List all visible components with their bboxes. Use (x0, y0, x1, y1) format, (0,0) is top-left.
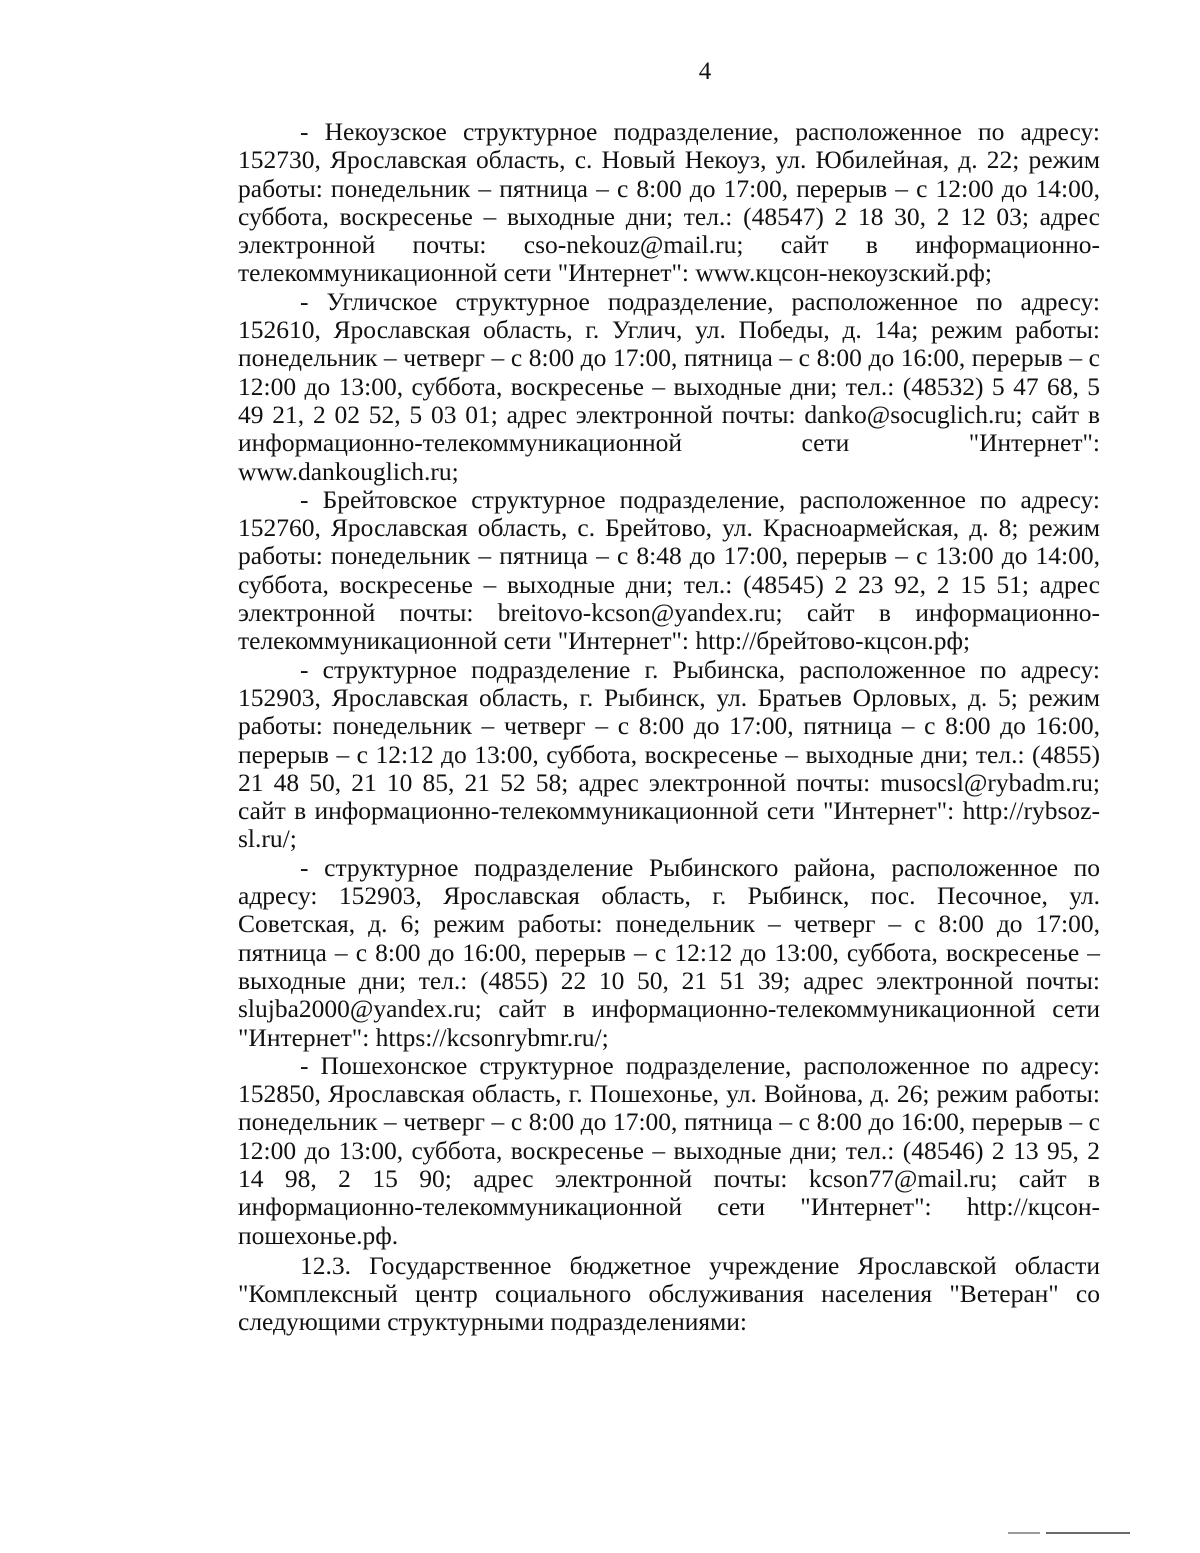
paragraph-uglich-division: - Угличское структурное подразделение, расположенное по адресу: 152610, Ярославская область, г. Углич, ул. Победы, д. 14а; режим работы: понедельник – четверг – с 8:00 до 17:00, пятница – с 8:00 до 16:00, перерыв – с 12:00 до 13:00, суббота, воскресенье – выходные дни; тел.: (48532) 5 47 68, 5 49 21, 2 02 52, 5 03 01; адрес электронной почты: danko@socuglich.ru; сайт в информационно-телекоммуникационной сети "Интернет": www.dankouglich.ru; (238, 286, 1100, 486)
scan-artifact-line (1046, 1532, 1130, 1534)
paragraph-rybinsk-city-division: - структурное подразделение г. Рыбинска, расположенное по адресу: 152903, Ярославская область, г. Рыбинск, ул. Братьев Орловых, д. 5; режим работы: понедельник – четверг – с 8:00 до 17:00, пятница – с 8:00 до 16:00, перерыв – с 12:12 до 13:00, суббота, воскресенье – выходные дни; тел.: (4855) 21 48 50, 21 10 85, 21 52 58; адрес электронной почты: musocsl@rybadm.ru; сайт в информационно-телекоммуникационной сети "Интернет": http://rybsoz-sl.ru/; (238, 654, 1100, 854)
paragraph-rybinsk-district-division: - структурное подразделение Рыбинского района, расположенное по адресу: 152903, Ярославская область, г. Рыбинск, пос. Песочное, ул. Советская, д. 6; режим работы: понедельник – четверг – с 8:00 до 17:00, пятница – с 8:00 до 16:00, перерыв – с 12:12 до 13:00, суббота, воскресенье – выходные дни; тел.: (4855) 22 10 50, 21 51 39; адрес электронной почты: slujba2000@yandex.ru; сайт в информационно-телекоммуникационной сети "Интернет": https://kcsonrybmr.ru/; (238, 852, 1100, 1052)
paragraph-section-12-3: 12.3. Государственное бюджетное учреждение Ярославской области "Комплексный центр социального обслуживания населения "Ветеран" со следующими структурными подразделениями: (238, 1250, 1100, 1337)
document-body (238, 118, 1100, 1337)
scan-artifact-line (1008, 1532, 1040, 1534)
page-number: 4 (698, 58, 712, 85)
paragraph-breitovo-division: - Брейтовское структурное подразделение, расположенное по адресу: 152760, Ярославская область, с. Брейтово, ул. Красноармейская, д. 8; режим работы: понедельник – пятница – с 8:48 до 17:00, перерыв – с 13:00 до 14:00, суббота, воскресенье – выходные дни; тел.: (48545) 2 23 92, 2 15 51; адрес электронной почты: breitovo-kcson@yandex.ru; сайт в информационно-телекоммуникационной сети "Интернет": http://брейтово-кцсон.рф; (238, 484, 1100, 656)
paragraph-poshekhonye-division: - Пошехонское структурное подразделение, расположенное по адресу: 152850, Ярославская область, г. Пошехонье, ул. Войнова, д. 26; режим работы: понедельник – четверг – с 8:00 до 17:00, пятница – с 8:00 до 16:00, перерыв – с 12:00 до 13:00, суббота, воскресенье – выходные дни; тел.: (48546) 2 13 95, 2 14 98, 2 15 90; адрес электронной почты: kcson77@mail.ru; сайт в информационно-телекоммуникационной сети "Интернет": http://кцсон-пошехонье.рф. (238, 1050, 1100, 1250)
paragraph-nekouz-division: - Некоузское структурное подразделение, расположенное по адресу: 152730, Ярославская область, с. Новый Некоуз, ул. Юбилейная, д. 22; режим работы: понедельник – пятница – с 8:00 до 17:00, перерыв – с 12:00 до 14:00, суббота, воскресенье – выходные дни; тел.: (48547) 2 18 30, 2 12 03; адрес электронной почты: cso-nekouz@mail.ru; сайт в информационно-телекоммуникационной сети "Интернет": www.кцсон-некоузский.рф; (238, 117, 1100, 288)
